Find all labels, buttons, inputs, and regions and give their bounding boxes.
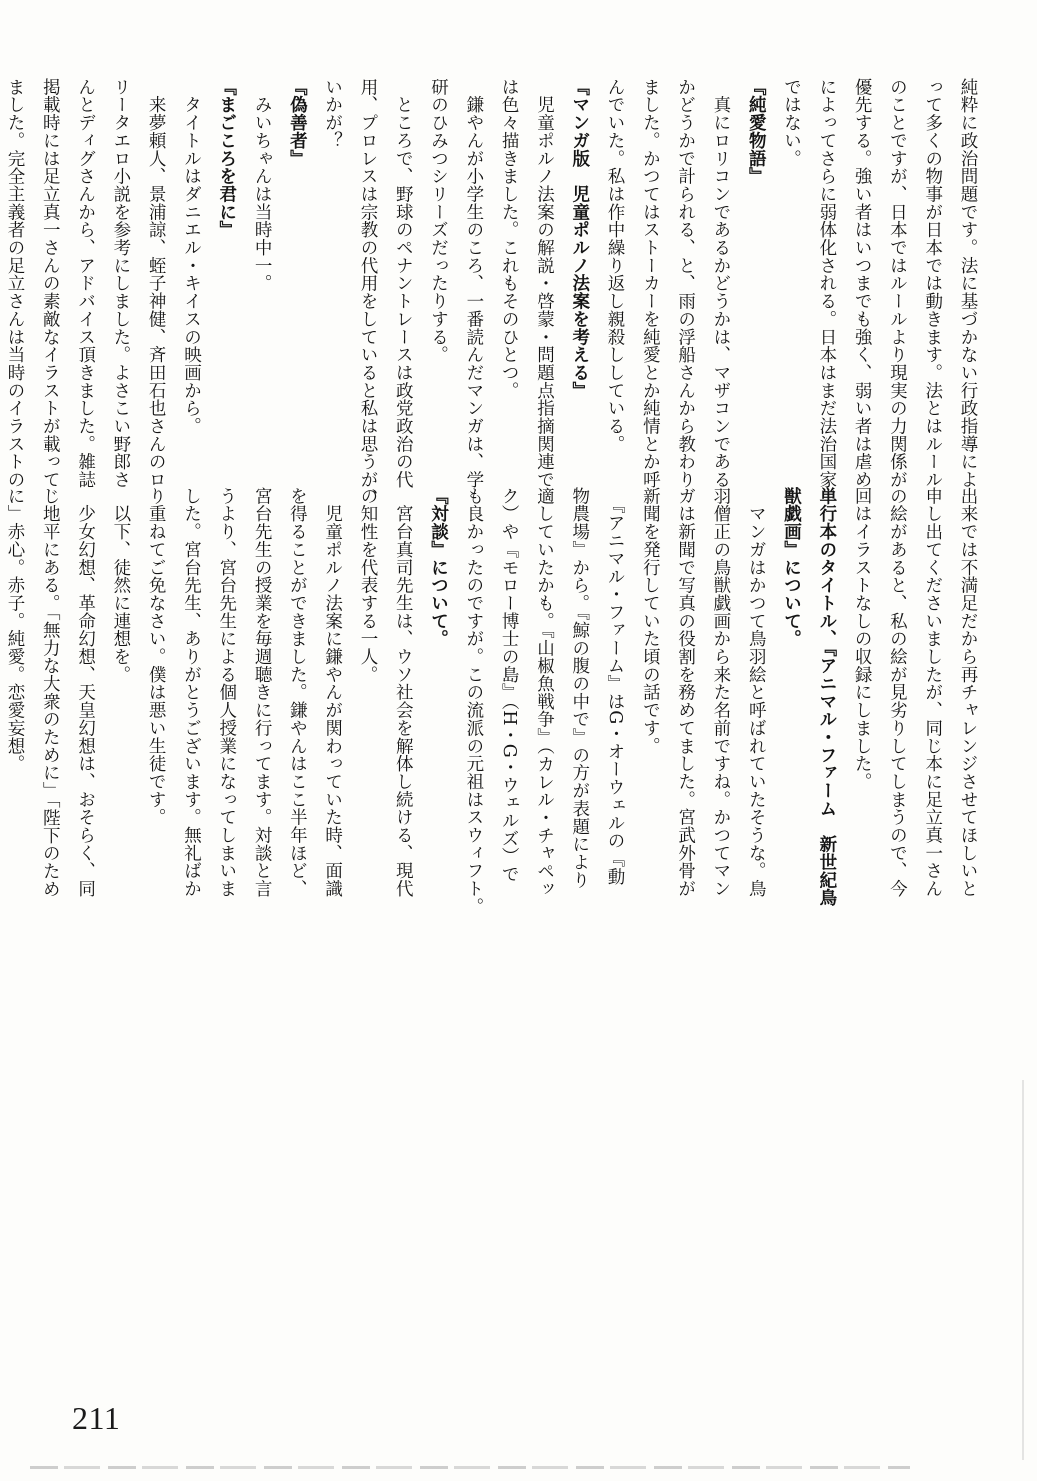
text-column: を得ることができました。鎌やんはここ半年ほど、 [287,487,308,898]
text-column: んでいた。私は作中繰り返し親殺ししている。 [605,78,626,453]
text-column: 宮台真司先生は、ウソ社会を解体し続ける、現代 [393,487,414,898]
text-column: も良かったのですが。この流派の元祖はスウィフト。 [463,487,484,916]
text-column: うより、宮台先生による個人授業になってしまいま [216,487,237,898]
upper-text-tier [4,78,985,507]
text-column: 研のひみつシリーズだったりする。 [428,78,449,364]
text-column: 宮台先生の授業を毎週聴きに行ってます。対談と言 [252,487,273,898]
text-column: 児童ポルノ法案の解説・啓蒙・問題点指摘関連で [534,78,555,489]
text-column: 申し出てくださいましたが、同じ本に足立真一さん [922,487,943,898]
text-column: 純粋に政治問題です。法に基づかない行政指導によ [958,78,978,489]
text-column: 来夢頼人、景浦諒、蛭子神健、斉田石也さんのロ [146,78,167,489]
text-column: って多くの物事が日本では動きます。法とはルール [922,78,943,489]
text-column: 新聞を発行していた頃の話です。 [640,487,661,755]
section-heading: 『対談』について。 [428,487,449,648]
text-column: ガは新聞で写真の役割を務めてました。宮武外骨が [675,487,696,898]
text-column: じ地平にある。「無力な大衆のために」「陛下のため [40,487,61,898]
text-column: のことですが、日本ではルールより現実の力関係が [887,78,908,489]
text-column: んとディグさんから、アドバイス頂きました。雑誌 [75,78,96,489]
text-column: 児童ポルノ法案に鎌やんが関わっていた時、面識 [322,487,343,898]
text-column: 『アニマル・ファーム』はG・オーウェルの『動 [605,487,626,886]
text-column: タイトルはダニエル・キイスの映画から。 [181,78,202,435]
section-heading: 『純愛物語』 [746,78,767,186]
text-column: によってさらに弱体化される。日本はまだ法治国家 [816,78,837,489]
text-column: 回はイラストなしの収録にしました。 [852,487,873,791]
text-column: みいちゃんは当時中一。 [252,78,273,293]
text-column: 出来では不満足だから再チャレンジさせてほしいと [958,487,978,898]
text-column: り重ねてご免なさい。僕は悪い生徒です。 [146,487,167,827]
text-column: ました。かつてはストーカーを純愛とか純情とか呼 [640,78,661,489]
text-column: 優先する。強い者はいつまでも強く、弱い者は虐め [852,78,873,489]
text-column: 鎌やんが小学生のころ、一番読んだマンガは、学 [463,78,484,489]
text-column: 真にロリコンであるかどうかは、マザコンである [710,78,731,489]
lower-text-tier [4,487,985,1137]
text-column: の知性を代表する一人。 [357,487,378,684]
section-heading: 『偽善者』 [287,78,308,168]
text-column: いかが？ [322,78,343,150]
scan-bottom-edge [30,1466,910,1469]
text-column: した。宮台先生、ありがとうございます。無礼ばか [181,487,202,898]
page-number: 211 [72,1400,121,1436]
text-column: マンガはかつて鳥羽絵と呼ばれていたそうな。鳥 [746,487,767,898]
text-column: 適していたかも。『山椒魚戦争』（カレル・チャペッ [534,487,555,898]
text-column: リータエロ小説を参考にしました。よさこい野郎さ [110,78,131,489]
scan-side-edge [1022,1080,1024,1460]
text-column: 用、プロレスは宗教の代用をしていると私は思うが、 [357,78,378,507]
text-column: は色々描きました。これもそのひとつ。 [499,78,520,400]
section-heading: 『まごころを君に』 [216,78,237,239]
section-heading: 獣戯画』について。 [781,487,802,648]
text-column: かどうかで計られる、と、雨の浮船さんから教わり [675,78,696,489]
text-column: 少女幻想、革命幻想、天皇幻想は、おそらく、同 [75,487,96,898]
text-column: 物農場』から。『鯨の腹の中で』の方が表題により [569,487,590,889]
text-column: の絵があると、私の絵が見劣りしてしまうので、今 [887,487,908,898]
text-column: ではない。 [781,78,802,168]
text-column: 以下、徒然に連想を。 [110,487,131,684]
text-column: 掲載時には足立真一さんの素敵なイラストが載って [40,78,61,489]
section-heading: 単行本のタイトル、『アニマル・ファーム 新世紀鳥 [816,487,837,907]
section-heading: 『マンガ版 児童ポルノ法案を考える』 [569,78,590,400]
text-column: に」赤心。赤子。純愛。恋愛妄想。 [4,487,25,773]
text-column: ク）や『モロー博士の島』（H・G・ウェルズ）で [499,487,520,884]
text-column: 羽僧正の鳥獣戯画から来た名前ですね。かつてマン [710,487,731,898]
text-column: ました。完全主義者の足立さんは当時のイラストの [4,78,25,489]
text-column: ところで、野球のペナントレースは政党政治の代 [393,78,414,489]
